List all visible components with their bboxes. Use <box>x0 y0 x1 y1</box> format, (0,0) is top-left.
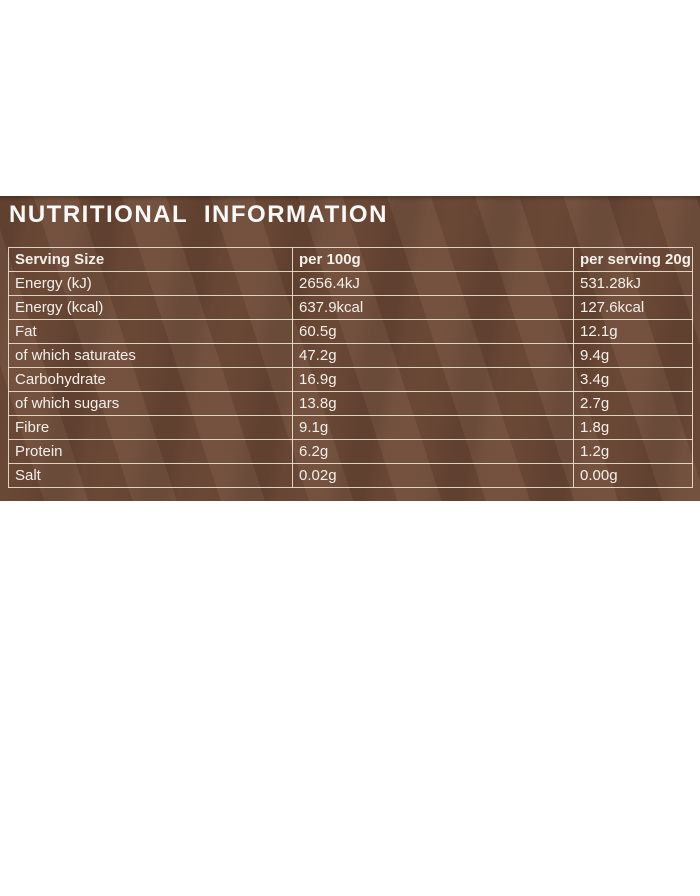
nutrition-table <box>8 247 693 488</box>
per-100g-value-cell: 6.2g <box>293 440 574 464</box>
table-row <box>9 464 693 488</box>
nutrient-label-cell: Energy (kJ) <box>9 272 293 296</box>
nutrient-label-cell: of which saturates <box>9 344 293 368</box>
per-serving-value-cell: 531.28kJ <box>574 272 693 296</box>
per-serving-value-cell: 3.4g <box>574 368 693 392</box>
per-serving-value-cell: 9.4g <box>574 344 693 368</box>
nutrient-label-cell: Carbohydrate <box>9 368 293 392</box>
per-serving-value-cell: 0.00g <box>574 464 693 488</box>
per-100g-value-cell: 2656.4kJ <box>293 272 574 296</box>
table-row <box>9 392 693 416</box>
column-header-per-serving: per serving 20g <box>574 248 693 272</box>
nutrient-label-cell: Energy (kcal) <box>9 296 293 320</box>
nutrient-label-cell: Fibre <box>9 416 293 440</box>
per-100g-value-cell: 16.9g <box>293 368 574 392</box>
nutrient-label-cell: Salt <box>9 464 293 488</box>
per-100g-value-cell: 47.2g <box>293 344 574 368</box>
table-row <box>9 344 693 368</box>
chocolate-texture-band <box>0 196 700 501</box>
nutrient-label-cell: Fat <box>9 320 293 344</box>
column-header-serving-size: Serving Size <box>9 248 293 272</box>
table-row <box>9 320 693 344</box>
per-serving-value-cell: 127.6kcal <box>574 296 693 320</box>
per-100g-value-cell: 637.9kcal <box>293 296 574 320</box>
per-100g-value-cell: 0.02g <box>293 464 574 488</box>
per-serving-value-cell: 1.2g <box>574 440 693 464</box>
table-row <box>9 368 693 392</box>
per-100g-value-cell: 13.8g <box>293 392 574 416</box>
nutrient-label-cell: of which sugars <box>9 392 293 416</box>
table-header-row <box>9 248 693 272</box>
table-row <box>9 272 693 296</box>
table-row <box>9 440 693 464</box>
nutrient-label-cell: Protein <box>9 440 293 464</box>
per-serving-value-cell: 2.7g <box>574 392 693 416</box>
per-100g-value-cell: 9.1g <box>293 416 574 440</box>
page-title: NUTRITIONAL INFORMATION <box>9 201 388 228</box>
column-header-per-100g: per 100g <box>293 248 574 272</box>
table-row <box>9 416 693 440</box>
per-serving-value-cell: 12.1g <box>574 320 693 344</box>
table-row <box>9 296 693 320</box>
per-100g-value-cell: 60.5g <box>293 320 574 344</box>
per-serving-value-cell: 1.8g <box>574 416 693 440</box>
